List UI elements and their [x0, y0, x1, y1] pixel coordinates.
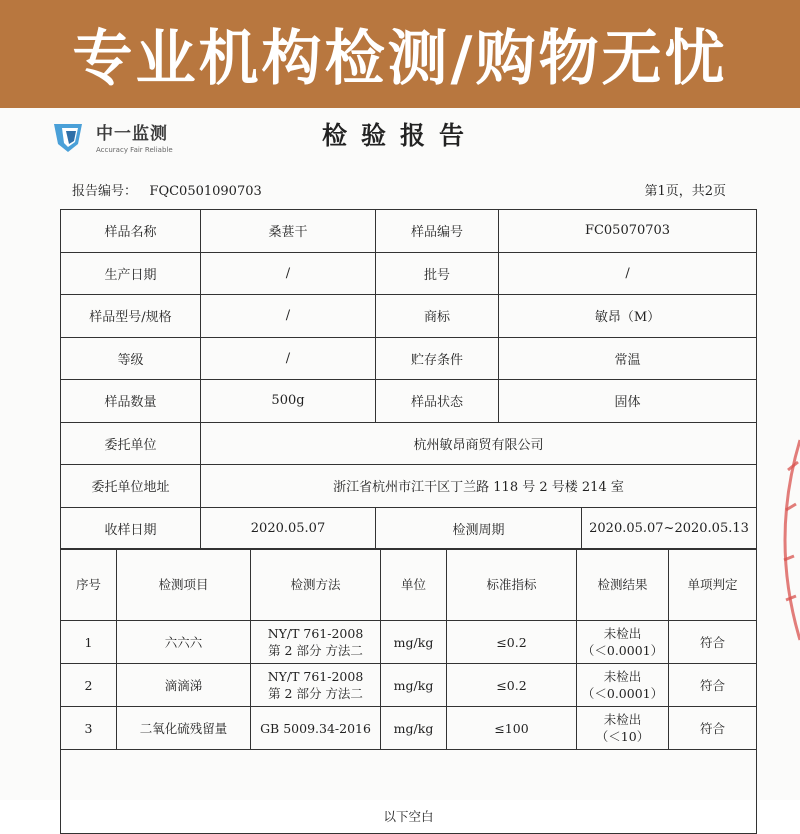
row-unit: mg/kg: [381, 664, 447, 707]
result-text: 未检出: [603, 669, 642, 684]
address-value: 浙江省杭州市江干区丁兰路 118 号 2 号楼 214 室: [201, 465, 757, 508]
result-text: 未检出: [603, 712, 642, 727]
table-row: [61, 422, 757, 465]
sample-info-table: [60, 209, 757, 550]
grade-value: /: [201, 337, 376, 380]
col-header-standard: 标准指标: [447, 549, 577, 621]
test-results-table: [60, 548, 757, 834]
table-row: [61, 295, 757, 338]
row-unit: mg/kg: [381, 621, 447, 664]
address-label: 委托单位地址: [61, 465, 201, 508]
row-method: [251, 621, 381, 664]
col-header-result: 检测结果: [577, 549, 669, 621]
col-header-unit: 单位: [381, 549, 447, 621]
grade-label: 等级: [61, 337, 201, 380]
sample-no-value: FC05070703: [499, 210, 757, 253]
row-verdict: 符合: [669, 664, 757, 707]
row-method: [251, 707, 381, 750]
result-limit: （＜10）: [595, 729, 650, 744]
client-label: 委托单位: [61, 422, 201, 465]
state-value: 固体: [499, 380, 757, 423]
table-row: [61, 337, 757, 380]
row-item: 二氧化硫残留量: [117, 707, 251, 750]
client-value: 杭州敏昂商贸有限公司: [201, 422, 757, 465]
row-standard: ≤0.2: [447, 621, 577, 664]
result-limit: （＜0.0001）: [581, 686, 664, 701]
quantity-label: 样品数量: [61, 380, 201, 423]
recv-date-label: 收样日期: [61, 507, 201, 550]
result-text: 未检出: [603, 626, 642, 641]
model-value: /: [201, 295, 376, 338]
model-label: 样品型号/规格: [61, 295, 201, 338]
row-standard: ≤100: [447, 707, 577, 750]
blank-below-note: 以下空白: [61, 750, 757, 834]
method-part: 第 2 部分 方法二: [268, 643, 363, 658]
method-standard: NY/T 761-2008: [267, 669, 364, 684]
sample-name-value: 桑葚干: [201, 210, 376, 253]
table-row: [61, 252, 757, 295]
brand-label: 商标: [376, 295, 499, 338]
report-number-label: 报告编号：: [72, 184, 138, 199]
method-standard: NY/T 761-2008: [267, 626, 364, 641]
period-label: 检测周期: [376, 507, 582, 550]
batch-label: 批号: [376, 252, 499, 295]
batch-value: /: [499, 252, 757, 295]
table-row: [61, 210, 757, 253]
brand-value: 敏昂（M）: [499, 295, 757, 338]
banner-title: 专业机构检测/购物无忧: [72, 24, 728, 94]
page-indicator: 第1页，共2页: [644, 184, 726, 199]
row-method: [251, 664, 381, 707]
storage-label: 贮存条件: [376, 337, 499, 380]
col-header-item: 检测项目: [117, 549, 251, 621]
row-unit: mg/kg: [381, 707, 447, 750]
table-row: [61, 465, 757, 508]
table-row: [61, 664, 757, 707]
prod-date-value: /: [201, 252, 376, 295]
report-number: [72, 180, 262, 199]
row-verdict: 符合: [669, 707, 757, 750]
method-standard: GB 5009.34-2016: [260, 720, 371, 736]
row-no: 3: [61, 707, 117, 750]
prod-date-label: 生产日期: [61, 252, 201, 295]
col-header-method: 检测方法: [251, 549, 381, 621]
row-no: 1: [61, 621, 117, 664]
result-limit: （＜0.0001）: [581, 643, 664, 658]
report-title: 检验报告: [321, 121, 478, 150]
row-no: 2: [61, 664, 117, 707]
table-row: [61, 707, 757, 750]
row-item: 六六六: [117, 621, 251, 664]
row-result: [577, 707, 669, 750]
col-header-verdict: 单项判定: [669, 549, 757, 621]
table-end-row: [61, 750, 757, 834]
col-header-no: 序号: [61, 549, 117, 621]
row-result: [577, 621, 669, 664]
method-part: 第 2 部分 方法二: [268, 686, 363, 701]
row-item: 滴滴涕: [117, 664, 251, 707]
logo-tagline: Accuracy Fair Reliable: [96, 145, 173, 154]
promo-banner: [0, 0, 800, 108]
row-result: [577, 664, 669, 707]
table-row: [61, 380, 757, 423]
sample-no-label: 样品编号: [376, 210, 499, 253]
recv-date-value: 2020.05.07: [201, 507, 376, 550]
quantity-value: 500g: [201, 380, 376, 423]
storage-value: 常温: [499, 337, 757, 380]
period-value: 2020.05.07~2020.05.13: [582, 507, 757, 550]
table-row: [61, 507, 757, 550]
red-stamp-fragment: [760, 440, 800, 640]
sample-name-label: 样品名称: [61, 210, 201, 253]
state-label: 样品状态: [376, 380, 499, 423]
report-number-value: FQC0501090703: [149, 184, 262, 199]
logo-name: 中一监测: [96, 123, 168, 144]
row-verdict: 符合: [669, 621, 757, 664]
table-row: [61, 621, 757, 664]
table-header-row: [61, 549, 757, 621]
row-standard: ≤0.2: [447, 664, 577, 707]
